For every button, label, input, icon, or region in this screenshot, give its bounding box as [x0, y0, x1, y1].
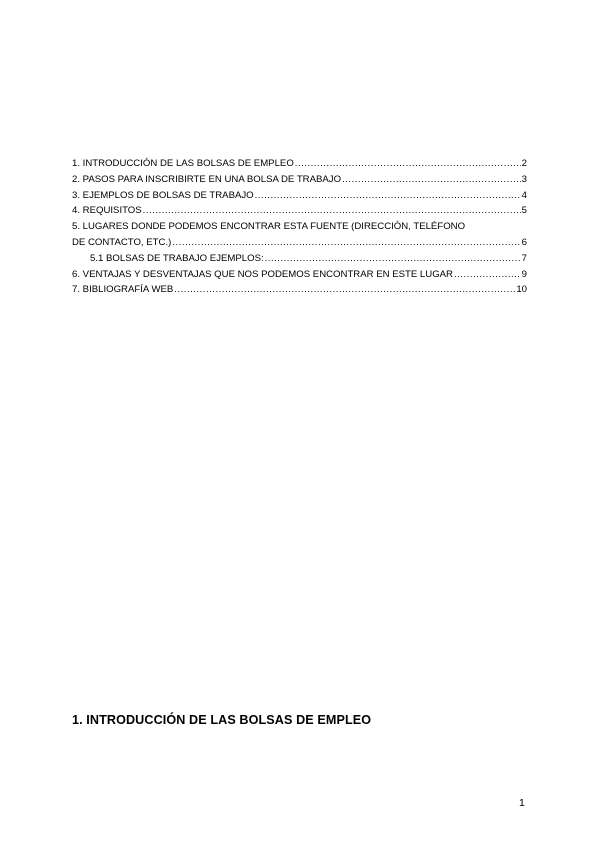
toc-entry-pasos[interactable]: [72, 172, 527, 188]
toc-entry-page: 3: [521, 173, 527, 185]
section-heading: 1. INTRODUCCIÓN DE LAS BOLSAS DE EMPLEO: [72, 713, 372, 727]
toc-entry-introduccion[interactable]: [72, 156, 527, 172]
toc-entry-lugares[interactable]: [72, 219, 527, 251]
toc-entry-label: 5.1 BOLSAS DE TRABAJO EJEMPLOS:: [90, 252, 264, 264]
toc-entry-label: 2. PASOS PARA INSCRIBIRTE EN UNA BOLSA DE TRABAJO: [72, 173, 342, 185]
toc-entry-label: 1. INTRODUCCIÓN DE LAS BOLSAS DE EMPLEO: [72, 158, 294, 169]
toc-entry-page: 10: [516, 284, 527, 296]
toc-entry-label: 7. BIBLIOGRAFÍA WEB: [72, 284, 174, 296]
toc-dot-leader: [174, 282, 515, 298]
table-of-contents: [72, 156, 527, 298]
toc-entry-label-line1: 5. LUGARES DONDE PODEMOS ENCONTRAR ESTA FUENTE (DIRECCIÓN, TELÉFONO: [72, 221, 466, 233]
toc-dot-leader: [172, 235, 520, 251]
toc-entry-bolsas-ejemplos[interactable]: [72, 251, 527, 267]
toc-entry-page: 7: [521, 252, 527, 264]
toc-entry-page: 4: [521, 189, 527, 201]
toc-dot-leader: [454, 267, 521, 283]
toc-entry-page: 5: [521, 205, 527, 217]
toc-entry-label-line2: DE CONTACTO, ETC.): [72, 236, 172, 248]
toc-dot-leader: [143, 203, 521, 219]
toc-entry-ventajas[interactable]: [72, 267, 527, 283]
page-number: 1: [519, 797, 525, 809]
toc-entry-ejemplos[interactable]: [72, 188, 527, 204]
toc-entry-label: 4. REQUISITOS: [72, 205, 142, 217]
toc-entry-label: 3. EJEMPLOS DE BOLSAS DE TRABAJO: [72, 189, 254, 201]
toc-entry-label: 6. VENTAJAS Y DESVENTAJAS QUE NOS PODEMOS ENCONTRAR EN ESTE LUGAR: [72, 268, 453, 280]
toc-entry-bibliografia[interactable]: [72, 282, 527, 298]
toc-entry-page: 9: [521, 268, 527, 280]
toc-entry-page: 6: [521, 236, 527, 248]
toc-entry-page: 2: [521, 158, 527, 169]
toc-dot-leader: [295, 156, 521, 172]
toc-entry-requisitos[interactable]: [72, 203, 527, 219]
toc-dot-leader: [265, 251, 521, 267]
toc-dot-leader: [342, 172, 521, 188]
toc-dot-leader: [255, 188, 521, 204]
